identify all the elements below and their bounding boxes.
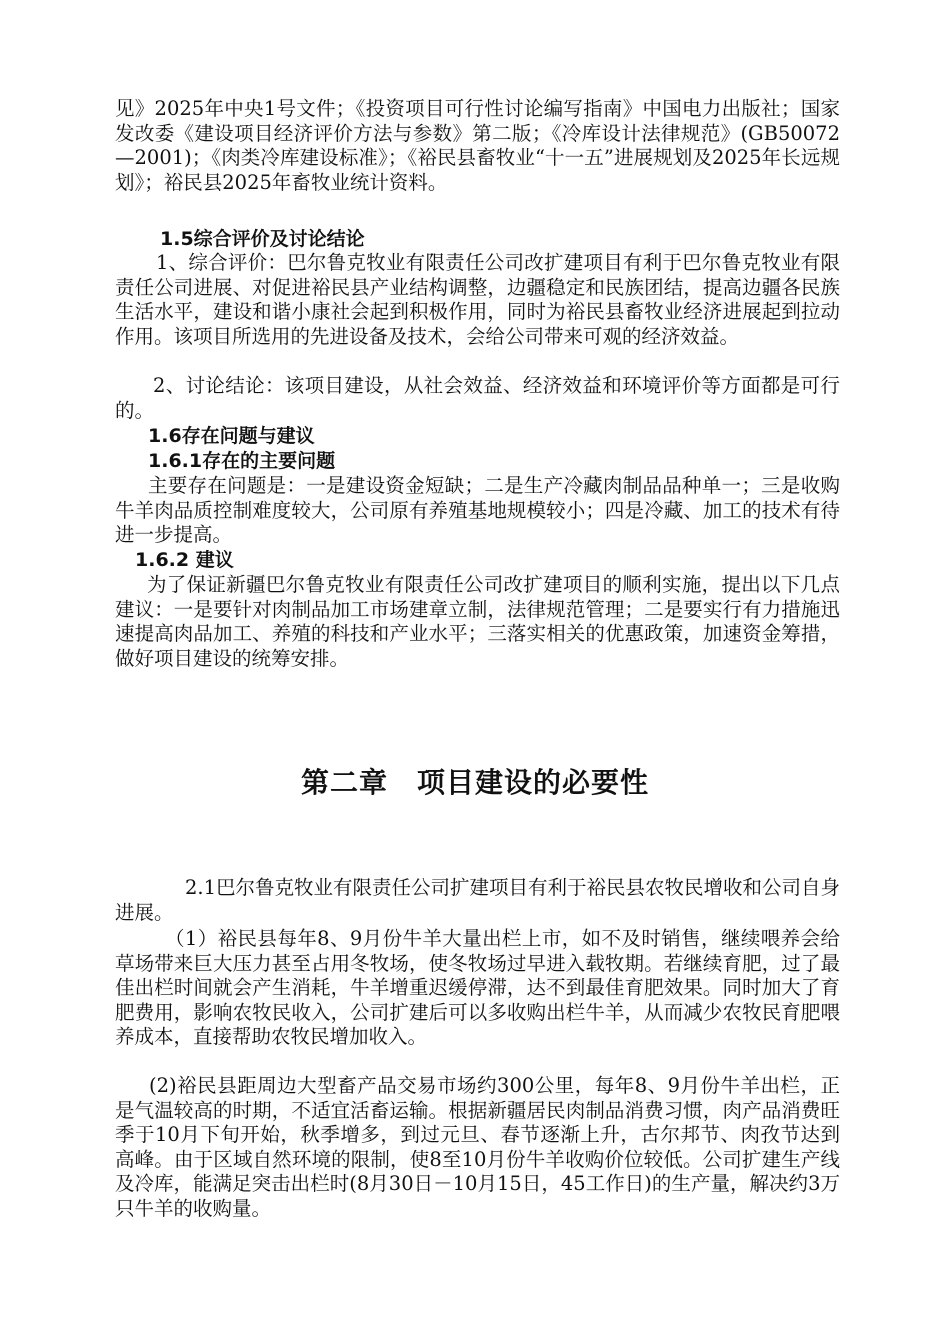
heading-1-6: 1.6存在问题与建议 <box>148 425 315 447</box>
item-1-paragraph: （1）裕民县每年8、9月份牛羊大量出栏上市，如不及时销售，继续喂养会给草场带来巨大压力甚至占用冬牧场，使冬牧场过早进入载牧期。若继续育肥，过了最佳出栏时间就会产生消耗，牛羊增重迟缓停滞，达不到最佳育肥效果。同时加大了育肥费用，影响农牧民收入，公司扩建后可以多收购出栏牛羊，从而减少农牧民育肥喂养成本，直接帮助农牧民增加收入。 <box>115 927 840 1049</box>
heading-1-6-2: 1.6.2 建议 <box>135 549 234 571</box>
section-2-1-paragraph: 2.1巴尔鲁克牧业有限责任公司扩建项目有利于裕民县农牧民增收和公司自身进展。 <box>115 876 841 924</box>
heading-1-6-1: 1.6.1存在的主要问题 <box>148 450 336 472</box>
evaluation-paragraph-2: 2、讨论结论：该项目建设，从社会效益、经济效益和环境评价等方面都是可行的。 <box>115 374 840 422</box>
chapter-title: 第二章 项目建设的必要性 <box>300 766 649 799</box>
references-paragraph: 见》2025年中央1号文件；《投资项目可行性讨论编写指南》中国电力出版社；国家发改委《建设项目经济评价方法与参数》第二版；《冷库设计法律规范》(GB50072—2001)；《肉类冷库建设标准》；《裕民县畜牧业“十一五”进展规划及2025年长远规划》；裕民县2025年畜牧业统计资料。 <box>115 97 840 194</box>
item-2-paragraph: (2)裕民县距周边大型畜产品交易市场约300公里，每年8、9月份牛羊出栏，正是气温较高的时期，不适宜活畜运输。根据新疆居民肉制品消费习惯，肉产品消费旺季于10月下旬开始，秋季增多，到过元旦、春节逐渐上升，古尔邦节、肉孜节达到高峰。由于区域自然环境的限制，使8至10月份牛羊收购价位较低。公司扩建生产线及冷库，能满足突击出栏时(8月30日－10月15日，45工作日)的生产量，解决约3万只牛羊的收购量。 <box>115 1074 840 1220</box>
evaluation-paragraph-1: 1、综合评价：巴尔鲁克牧业有限责任公司改扩建项目有利于巴尔鲁克牧业有限责任公司进展、对促进裕民县产业结构调整，边疆稳定和民族团结，提高边疆各民族生活水平，建设和谐小康社会起到积极作用，同时为裕民县畜牧业经济进展起到拉动作用。该项目所选用的先进设备及技术，会给公司带来可观的经济效益。 <box>115 251 840 348</box>
heading-1-5: 1.5综合评价及讨论结论 <box>160 228 365 250</box>
suggestions-paragraph: 为了保证新疆巴尔鲁克牧业有限责任公司改扩建项目的顺利实施，提出以下几点建议：一是要针对肉制品加工市场建章立制，法律规范管理；二是要实行有力措施迅速提高肉品加工、养殖的科技和产业水平；三落实相关的优惠政策，加速资金筹措，做好项目建设的统筹安排。 <box>115 573 840 670</box>
problems-paragraph: 主要存在问题是：一是建设资金短缺；二是生产冷藏肉制品品种单一；三是收购牛羊肉品质控制难度较大，公司原有养殖基地规模较小；四是冷藏、加工的技术有待进一步提高。 <box>115 474 840 547</box>
